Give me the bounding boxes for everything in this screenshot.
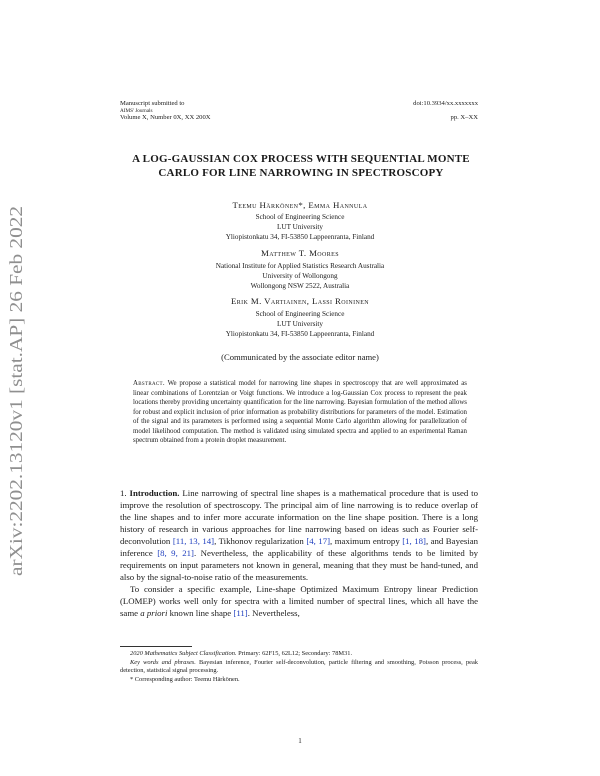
affiliation-line: Yliopistonkatu 34, FI-53850 Lappeenranta, Finland <box>225 232 375 241</box>
journal-header-right <box>380 100 478 122</box>
page-number: 1 <box>298 737 302 745</box>
title-line-2: CARLO FOR LINE NARROWING IN SPECTROSCOPY <box>158 167 444 179</box>
paragraph-text: , Tikhonov regularization <box>214 536 304 546</box>
journal-header-left <box>120 100 211 122</box>
affiliation-3 <box>100 310 500 339</box>
citation-link[interactable]: [8, 9, 21] <box>157 548 194 558</box>
abstract-text: We propose a statistical model for narrowing line shapes in spectroscopy that are well approximated as linear combinations of Lorentzian or Voigt functions. We introduce a log-Gaussian Cox process to represent the peak locations thereby providing uncertainty quantification for the line narrowing. Bayesian formulation of the method allows for robust and explicit inclusion of prior information as probability distributions for parameters of the model. Estimation of the signal and its parameters is performed using a sequential Monte Carlo algorithm allowing for parallelization of model likelihood computation. The method is validated using simulated spectra and applied to an experimental Raman spectrum obtained from a protein droplet measurement. <box>133 380 467 444</box>
author-group-1: Teemu Härkönen*, Emma Hannula <box>232 200 368 210</box>
footnotes <box>120 650 478 684</box>
affiliation-line: National Institute for Applied Statistics Research Australia <box>215 262 385 270</box>
footnote-rule <box>120 646 192 647</box>
paragraph-text: , maximum entropy <box>330 536 400 546</box>
affiliation-line: University of Wollongong <box>262 271 338 280</box>
author-group-3: Erik M. Vartiainen, Lassi Roininen <box>230 296 370 306</box>
citation-link[interactable]: [11] <box>233 608 248 618</box>
paragraph-text: . Nevertheless, <box>247 608 300 618</box>
title-line-1: A LOG-GAUSSIAN COX PROCESS WITH SEQUENTIAL MONTE <box>132 153 470 165</box>
emphasis-text: a priori <box>140 608 168 618</box>
affiliation-line: Yliopistonkatu 34, FI-53850 Lappeenranta, Finland <box>225 329 375 338</box>
corresponding-author-note: * Corresponding author: Teemu Härkönen. <box>130 675 240 683</box>
abstract-label: Abstract. <box>133 380 165 387</box>
msc-text: Primary: 62F15, 62L12; Secondary: 78M31. <box>238 650 353 657</box>
section-number: 1. <box>120 488 127 498</box>
section-heading: Introduction. <box>129 488 180 498</box>
paragraph-text: To consider a specific example, Line-shape Optimized Maximum Entropy linear Prediction (LOMEP) works well only for spectra with a limited number of spectral lines, which all have the same <box>120 584 478 618</box>
affiliation-2 <box>100 262 500 291</box>
volume-line: Volume X, Number 0X, XX 200X <box>120 114 211 121</box>
affiliation-line: LUT University <box>277 222 323 231</box>
author-group-2: Matthew T. Moores <box>261 248 339 258</box>
citation-link[interactable]: [11, 13, 14] <box>172 536 215 546</box>
paragraph-text: , and Bayesian inference <box>120 536 479 558</box>
manuscript-note: Manuscript submitted to <box>120 100 185 107</box>
journal-name: AIMS' Journals <box>120 108 153 114</box>
keywords-label: Key words and phrases. <box>130 658 196 666</box>
paragraph-text: . Nevertheless, the applicability of these algorithms tends to be limited by requirements on input parameters not known in general, meaning that they must be hand-tuned, and also by the signal-to-noise ratio of the measurements. <box>120 548 478 582</box>
affiliation-1 <box>100 213 500 242</box>
affiliation-line: Wollongong NSW 2522, Australia <box>250 281 350 290</box>
paper-title <box>118 152 484 180</box>
affiliation-line: School of Engineering Science <box>255 213 345 221</box>
abstract <box>133 379 467 446</box>
paragraph-text: known line shape <box>169 608 232 618</box>
introduction-section <box>120 487 478 619</box>
citation-link[interactable]: [1, 18] <box>402 536 426 546</box>
affiliation-line: LUT University <box>277 319 323 328</box>
msc-label: 2020 Mathematics Subject Classification. <box>130 650 237 657</box>
arxiv-id: arXiv:2202.13120v1 [stat.AP] 26 Feb 2022 <box>6 271 26 576</box>
affiliation-line: School of Engineering Science <box>255 310 345 318</box>
page-range: pp. X–XX <box>450 114 478 121</box>
paragraph-text: Line narrowing of spectral line shapes is a mathematical procedure that is used to improve the resolution of spectroscopy. The principal aim of line narrowing is to reduce overlap of the line shapes and to infer more accurate information on the line shape position. There is a long history of research in various approaches for line narrowing based on ideas such as Fourier self-deconvolution <box>120 488 478 546</box>
doi: doi:10.3934/xx.xxxxxxx <box>413 100 478 107</box>
communicated-by: (Communicated by the associate editor name) <box>221 352 379 362</box>
arxiv-stamp <box>4 204 28 578</box>
keywords-text: Bayesian inference, Fourier self-deconvolution, particle filtering and smoothing, Poisson process, peak detection, statistical signal processing. <box>120 658 479 675</box>
citation-link[interactable]: [4, 17] <box>306 536 331 546</box>
